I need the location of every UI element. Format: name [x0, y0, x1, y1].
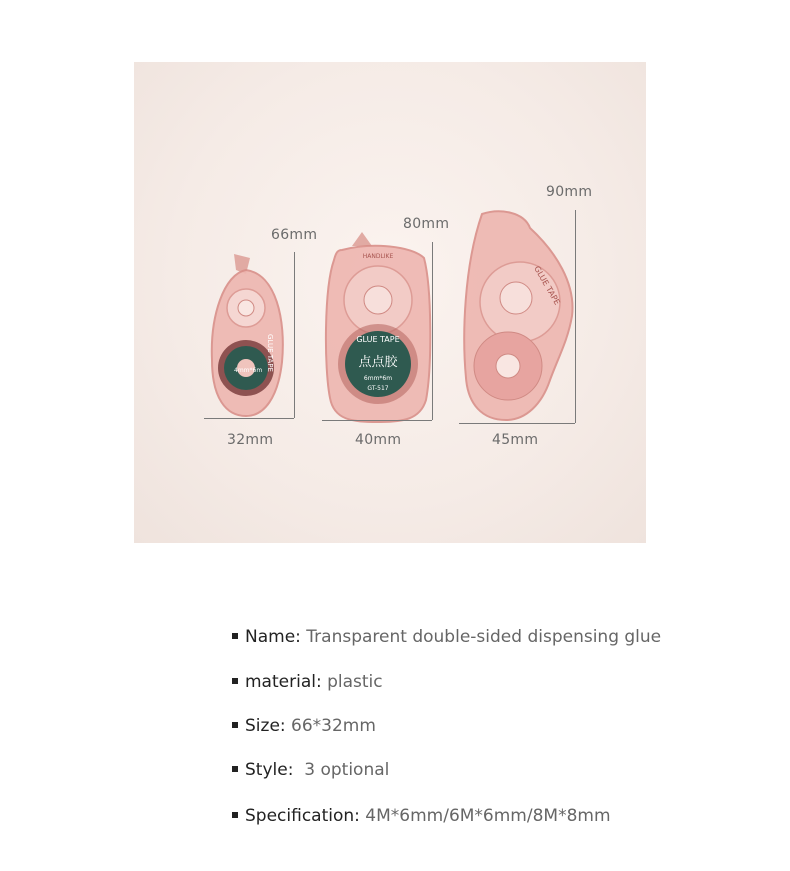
large-glue-tape-label: GLUE TAPE	[532, 264, 562, 307]
small-height-label: 66mm	[271, 227, 318, 243]
large-tape-dispenser	[460, 206, 580, 426]
medium-height-line	[432, 242, 433, 420]
bullet-icon	[232, 766, 238, 772]
small-height-line	[294, 252, 295, 418]
medium-width-line	[322, 420, 432, 421]
spec-value: 4M*6mm/6M*6mm/8M*8mm	[359, 806, 611, 826]
spec-value: plastic	[321, 672, 383, 692]
large-width-line	[459, 423, 575, 424]
spec-label: Size	[245, 716, 280, 736]
spec-label: Style	[245, 760, 288, 780]
spec-label: Name	[245, 627, 296, 647]
large-width-label: 45mm	[492, 432, 539, 448]
medium-dot-glue-label: 点点胶	[358, 355, 398, 370]
large-height-line	[575, 210, 576, 423]
bullet-icon	[232, 633, 238, 639]
medium-brand-label: HANDLIKE	[362, 253, 394, 260]
spec-label: Specification	[245, 806, 355, 826]
medium-model-label: GT-517	[367, 385, 389, 392]
spec-separator: :	[354, 806, 360, 826]
spec-specification	[232, 806, 611, 826]
small-size-label: 4mm*6m	[234, 367, 263, 374]
spec-style	[232, 760, 389, 780]
medium-tape-dispenser	[322, 228, 434, 424]
spec-size	[232, 716, 376, 736]
bullet-icon	[232, 722, 238, 728]
bullet-icon	[232, 678, 238, 684]
spec-separator: :	[295, 627, 301, 647]
medium-size-label: 6mm*6m	[363, 375, 393, 382]
medium-glue-tape-label: GLUE TAPE	[356, 335, 400, 344]
bullet-icon	[232, 812, 238, 818]
spec-separator: :	[279, 716, 286, 736]
spec-value: 3 optional	[293, 760, 390, 780]
small-tape-dispenser	[206, 250, 286, 420]
spec-value: Transparent double-sided dispensing glue	[300, 627, 662, 647]
spec-separator: :	[287, 760, 294, 780]
product-photo	[134, 62, 646, 543]
spec-value: 66*32mm	[285, 716, 376, 736]
small-width-label: 32mm	[227, 432, 274, 448]
large-height-label: 90mm	[546, 184, 593, 200]
spec-name	[232, 627, 661, 647]
small-glue-tape-label: GLUE TAPE	[266, 334, 274, 372]
spec-material	[232, 672, 383, 692]
spec-separator: :	[315, 672, 322, 692]
medium-height-label: 80mm	[403, 216, 450, 232]
small-width-line	[204, 418, 294, 419]
spec-label: material	[245, 672, 316, 692]
medium-width-label: 40mm	[355, 432, 402, 448]
